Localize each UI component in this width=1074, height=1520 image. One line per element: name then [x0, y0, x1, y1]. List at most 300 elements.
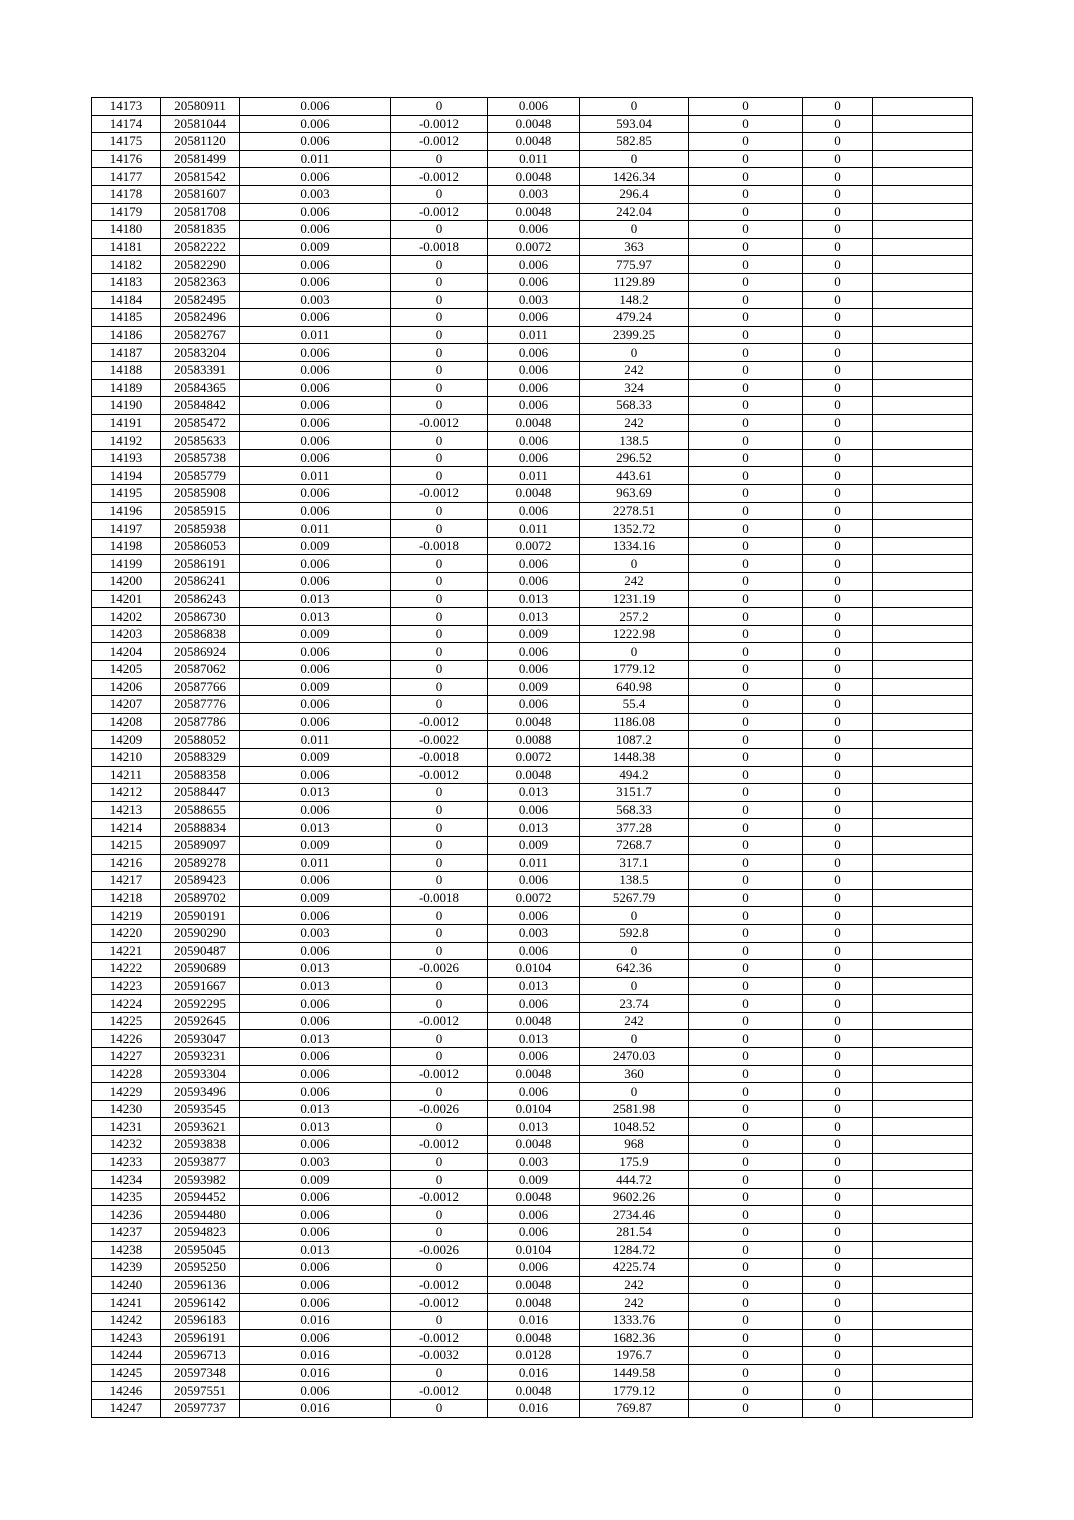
table-cell: 1334.16: [580, 537, 689, 555]
table-cell: 0.0048: [488, 1382, 580, 1400]
table-cell: 1682.36: [580, 1329, 689, 1347]
table-cell: 0.006: [488, 1259, 580, 1277]
table-row: [92, 573, 973, 591]
table-cell: 0.006: [240, 344, 391, 362]
table-cell: 0: [391, 1048, 488, 1066]
table-cell: 20596191: [161, 1329, 240, 1347]
table-cell: 0: [803, 520, 873, 538]
table-cell: 0.006: [240, 1065, 391, 1083]
table-cell: 0: [391, 801, 488, 819]
table-cell: 14203: [92, 625, 161, 643]
table-row: [92, 608, 973, 626]
table-cell: 0: [391, 643, 488, 661]
table-cell: 0: [803, 836, 873, 854]
table-cell: [873, 203, 973, 221]
table-cell: 0.013: [240, 1100, 391, 1118]
table-cell: 0: [803, 907, 873, 925]
table-cell: 14187: [92, 344, 161, 362]
table-cell: 360: [580, 1065, 689, 1083]
table-cell: 0: [803, 1083, 873, 1101]
table-cell: 0: [803, 1347, 873, 1365]
table-cell: 14239: [92, 1259, 161, 1277]
table-cell: 242: [580, 361, 689, 379]
table-cell: 0: [391, 397, 488, 415]
table-row: [92, 678, 973, 696]
table-cell: 0: [689, 203, 803, 221]
table-cell: 0.0048: [488, 1012, 580, 1030]
table-cell: 0: [689, 326, 803, 344]
table-row: [92, 168, 973, 186]
table-cell: 14210: [92, 748, 161, 766]
table-cell: 0: [391, 256, 488, 274]
table-cell: 0: [391, 1399, 488, 1417]
table-cell: 0.0048: [488, 168, 580, 186]
table-cell: 0: [803, 1241, 873, 1259]
table-cell: 0: [689, 573, 803, 591]
table-cell: 0.006: [240, 1382, 391, 1400]
table-cell: 14218: [92, 889, 161, 907]
table-cell: [873, 1224, 973, 1242]
table-cell: 0: [803, 854, 873, 872]
table-cell: 14226: [92, 1030, 161, 1048]
table-cell: 0: [689, 1276, 803, 1294]
table-row: [92, 432, 973, 450]
table-cell: [873, 995, 973, 1013]
table-cell: 0.006: [240, 1048, 391, 1066]
table-row: [92, 1065, 973, 1083]
table-cell: [873, 784, 973, 802]
table-cell: 20588358: [161, 766, 240, 784]
table-cell: 0: [689, 1347, 803, 1365]
table-cell: 0: [689, 766, 803, 784]
table-cell: 0: [689, 977, 803, 995]
table-cell: 0: [689, 960, 803, 978]
table-cell: [873, 1311, 973, 1329]
table-row: [92, 414, 973, 432]
table-cell: 14212: [92, 784, 161, 802]
table-cell: 0.006: [488, 907, 580, 925]
table-cell: 5267.79: [580, 889, 689, 907]
table-cell: 14231: [92, 1118, 161, 1136]
table-cell: 0.006: [488, 397, 580, 415]
table-cell: 0: [803, 1329, 873, 1347]
table-cell: 0: [803, 889, 873, 907]
table-cell: 0: [803, 326, 873, 344]
table-cell: 14230: [92, 1100, 161, 1118]
table-cell: 0.016: [240, 1399, 391, 1417]
table-cell: 0.006: [488, 344, 580, 362]
table-cell: 0: [803, 766, 873, 784]
table-cell: 20585472: [161, 414, 240, 432]
table-cell: 0.006: [240, 485, 391, 503]
table-row: [92, 643, 973, 661]
table-row: [92, 1171, 973, 1189]
table-cell: 0.006: [488, 801, 580, 819]
table-cell: [873, 731, 973, 749]
table-cell: -0.0032: [391, 1347, 488, 1365]
table-cell: 0: [580, 1083, 689, 1101]
table-row: [92, 1241, 973, 1259]
table-cell: 0: [391, 907, 488, 925]
table-cell: 14213: [92, 801, 161, 819]
table-row: [92, 889, 973, 907]
table-cell: 20585633: [161, 432, 240, 450]
table-cell: 0.006: [488, 502, 580, 520]
table-cell: 2278.51: [580, 502, 689, 520]
table-cell: 0.013: [240, 1118, 391, 1136]
table-cell: 0: [803, 133, 873, 151]
table-cell: -0.0012: [391, 1329, 488, 1347]
table-cell: 2399.25: [580, 326, 689, 344]
table-cell: 14227: [92, 1048, 161, 1066]
table-cell: 0.0048: [488, 1136, 580, 1154]
table-cell: 0: [803, 1259, 873, 1277]
table-cell: 0.011: [240, 326, 391, 344]
table-cell: 0.0072: [488, 238, 580, 256]
table-cell: 242: [580, 573, 689, 591]
table-cell: -0.0012: [391, 1065, 488, 1083]
table-cell: 14208: [92, 713, 161, 731]
table-cell: [873, 555, 973, 573]
table-cell: 0: [391, 696, 488, 714]
table-cell: 1352.72: [580, 520, 689, 538]
table-cell: 0.013: [240, 590, 391, 608]
table-cell: 0: [689, 1171, 803, 1189]
table-cell: 0.013: [240, 1241, 391, 1259]
table-cell: 20587776: [161, 696, 240, 714]
table-body: [92, 98, 973, 1418]
table-cell: 1448.38: [580, 748, 689, 766]
table-row: [92, 555, 973, 573]
table-cell: 0: [391, 1171, 488, 1189]
table-row: [92, 1048, 973, 1066]
table-cell: [873, 713, 973, 731]
table-cell: 0: [391, 185, 488, 203]
table-row: [92, 1012, 973, 1030]
table-cell: 0.013: [240, 960, 391, 978]
table-row: [92, 801, 973, 819]
table-cell: 0.006: [488, 643, 580, 661]
table-cell: 377.28: [580, 819, 689, 837]
table-cell: 0: [803, 661, 873, 679]
table-cell: 0: [689, 819, 803, 837]
table-cell: 0: [803, 1294, 873, 1312]
table-cell: 20590487: [161, 942, 240, 960]
table-cell: [873, 801, 973, 819]
table-cell: 0: [803, 537, 873, 555]
table-cell: 1129.89: [580, 273, 689, 291]
table-cell: 0.0048: [488, 1276, 580, 1294]
table-cell: 0: [391, 625, 488, 643]
table-cell: [873, 1136, 973, 1154]
table-cell: 138.5: [580, 872, 689, 890]
table-cell: [873, 661, 973, 679]
table-cell: -0.0012: [391, 713, 488, 731]
table-cell: 14209: [92, 731, 161, 749]
table-cell: 0.006: [488, 256, 580, 274]
table-cell: 20589097: [161, 836, 240, 854]
table-cell: 20582495: [161, 291, 240, 309]
table-cell: 281.54: [580, 1224, 689, 1242]
table-cell: 0: [803, 748, 873, 766]
table-row: [92, 379, 973, 397]
table-cell: 0.0048: [488, 1329, 580, 1347]
table-cell: 0: [803, 361, 873, 379]
table-cell: 0: [391, 150, 488, 168]
table-cell: 0: [391, 309, 488, 327]
table-cell: 0.006: [240, 414, 391, 432]
table-cell: 0.003: [488, 185, 580, 203]
table-cell: [873, 133, 973, 151]
table-row: [92, 502, 973, 520]
table-cell: [873, 643, 973, 661]
table-cell: [873, 185, 973, 203]
table-cell: 2470.03: [580, 1048, 689, 1066]
table-cell: 14182: [92, 256, 161, 274]
table-cell: [873, 1294, 973, 1312]
table-row: [92, 133, 973, 151]
table-cell: [873, 1153, 973, 1171]
table-cell: 0.011: [240, 854, 391, 872]
table-cell: 0.013: [488, 784, 580, 802]
table-cell: 20590689: [161, 960, 240, 978]
table-cell: 0.006: [488, 432, 580, 450]
table-cell: 0: [803, 150, 873, 168]
table-cell: 0: [391, 1364, 488, 1382]
table-cell: 20597348: [161, 1364, 240, 1382]
table-cell: 14176: [92, 150, 161, 168]
table-cell: 0.0104: [488, 1241, 580, 1259]
table-cell: 14235: [92, 1188, 161, 1206]
table-cell: 0: [803, 115, 873, 133]
table-cell: 0.006: [240, 449, 391, 467]
table-row: [92, 836, 973, 854]
table-cell: 20581120: [161, 133, 240, 151]
table-cell: -0.0018: [391, 889, 488, 907]
table-cell: [873, 273, 973, 291]
table-cell: 20586730: [161, 608, 240, 626]
table-cell: 0: [391, 872, 488, 890]
table-cell: -0.0012: [391, 1136, 488, 1154]
table-cell: 0.011: [240, 520, 391, 538]
table-cell: 20581835: [161, 221, 240, 239]
table-cell: 0: [391, 326, 488, 344]
table-cell: 0.006: [240, 713, 391, 731]
table-cell: 242: [580, 1012, 689, 1030]
table-cell: 1426.34: [580, 168, 689, 186]
table-cell: [873, 1399, 973, 1417]
table-cell: -0.0012: [391, 115, 488, 133]
table-cell: 0: [689, 801, 803, 819]
table-cell: 20594823: [161, 1224, 240, 1242]
table-cell: 0: [391, 273, 488, 291]
table-cell: 0: [689, 449, 803, 467]
table-cell: 0.006: [240, 273, 391, 291]
table-cell: 1976.7: [580, 1347, 689, 1365]
table-cell: 0: [689, 133, 803, 151]
table-row: [92, 661, 973, 679]
table-cell: 0: [689, 643, 803, 661]
table-cell: 0: [689, 696, 803, 714]
table-cell: 20588655: [161, 801, 240, 819]
table-cell: 592.8: [580, 924, 689, 942]
table-cell: 0: [803, 1136, 873, 1154]
table-cell: 0: [689, 379, 803, 397]
table-cell: 0: [391, 836, 488, 854]
table-cell: 0.0048: [488, 1188, 580, 1206]
table-cell: 0: [689, 467, 803, 485]
table-cell: [873, 1100, 973, 1118]
table-cell: -0.0012: [391, 133, 488, 151]
table-cell: 0: [803, 573, 873, 591]
table-cell: 14185: [92, 309, 161, 327]
table-cell: 0.006: [240, 555, 391, 573]
table-cell: 0.009: [488, 836, 580, 854]
table-cell: -0.0022: [391, 731, 488, 749]
table-cell: 0.003: [488, 291, 580, 309]
table-cell: 0.006: [488, 555, 580, 573]
table-cell: 0: [689, 555, 803, 573]
table-cell: 20596136: [161, 1276, 240, 1294]
table-cell: [873, 1065, 973, 1083]
table-cell: 14228: [92, 1065, 161, 1083]
table-cell: [873, 819, 973, 837]
table-cell: 0: [803, 942, 873, 960]
table-cell: 0.006: [488, 573, 580, 591]
table-cell: 0: [391, 344, 488, 362]
table-cell: 0: [580, 221, 689, 239]
table-cell: 0: [689, 678, 803, 696]
table-cell: 0: [803, 1100, 873, 1118]
table-cell: 0: [391, 1224, 488, 1242]
table-cell: 0.016: [488, 1399, 580, 1417]
table-cell: 20581499: [161, 150, 240, 168]
table-row: [92, 1100, 973, 1118]
table-row: [92, 221, 973, 239]
table-cell: [873, 256, 973, 274]
table-cell: 0.016: [488, 1364, 580, 1382]
table-cell: 138.5: [580, 432, 689, 450]
table-cell: 14178: [92, 185, 161, 203]
table-cell: 20594452: [161, 1188, 240, 1206]
table-row: [92, 344, 973, 362]
table-cell: 0.009: [488, 1171, 580, 1189]
table-cell: 363: [580, 238, 689, 256]
table-row: [92, 1188, 973, 1206]
table-cell: 0: [689, 942, 803, 960]
table-cell: 14236: [92, 1206, 161, 1224]
table-cell: 0.0048: [488, 203, 580, 221]
table-cell: 14196: [92, 502, 161, 520]
table-cell: 0: [391, 432, 488, 450]
table-cell: 0.011: [488, 520, 580, 538]
table-cell: [873, 485, 973, 503]
table-cell: [873, 924, 973, 942]
table-cell: 20585779: [161, 467, 240, 485]
table-cell: 0.013: [240, 608, 391, 626]
table-cell: 2734.46: [580, 1206, 689, 1224]
table-cell: 0: [689, 1100, 803, 1118]
table-cell: 14217: [92, 872, 161, 890]
table-cell: -0.0012: [391, 1012, 488, 1030]
table-cell: -0.0026: [391, 960, 488, 978]
table-cell: 0: [580, 977, 689, 995]
table-cell: 0: [689, 485, 803, 503]
table-cell: 0.009: [240, 625, 391, 643]
table-cell: [873, 1012, 973, 1030]
table-row: [92, 1224, 973, 1242]
table-row: [92, 713, 973, 731]
table-cell: 0.006: [240, 1083, 391, 1101]
table-cell: [873, 1276, 973, 1294]
table-cell: 14183: [92, 273, 161, 291]
table-cell: 0.006: [488, 872, 580, 890]
table-cell: 0: [803, 1311, 873, 1329]
table-cell: [873, 379, 973, 397]
table-cell: 20584365: [161, 379, 240, 397]
table-cell: 0.006: [240, 309, 391, 327]
table-cell: 20587766: [161, 678, 240, 696]
table-cell: 0.006: [240, 1224, 391, 1242]
table-cell: 14189: [92, 379, 161, 397]
table-cell: 0.006: [488, 661, 580, 679]
table-cell: 14200: [92, 573, 161, 591]
table-cell: 0: [689, 150, 803, 168]
table-cell: 0: [580, 907, 689, 925]
table-cell: 0: [689, 1065, 803, 1083]
table-cell: 0.006: [488, 696, 580, 714]
table-cell: 0: [580, 150, 689, 168]
table-cell: 0.009: [240, 889, 391, 907]
table-cell: 20595045: [161, 1241, 240, 1259]
table-cell: [873, 520, 973, 538]
table-cell: -0.0012: [391, 485, 488, 503]
table-cell: 20582290: [161, 256, 240, 274]
table-cell: 0.003: [240, 291, 391, 309]
table-cell: 0: [803, 449, 873, 467]
table-cell: 0: [689, 1153, 803, 1171]
table-cell: 0.0128: [488, 1347, 580, 1365]
table-cell: 242: [580, 414, 689, 432]
table-cell: 14216: [92, 854, 161, 872]
table-cell: 0: [803, 960, 873, 978]
table-cell: 0.011: [488, 467, 580, 485]
table-cell: 20593545: [161, 1100, 240, 1118]
table-cell: [873, 537, 973, 555]
table-cell: 568.33: [580, 801, 689, 819]
table-cell: 0.006: [240, 801, 391, 819]
table-cell: 14221: [92, 942, 161, 960]
table-cell: 20590290: [161, 924, 240, 942]
table-row: [92, 309, 973, 327]
table-cell: 640.98: [580, 678, 689, 696]
table-cell: 0.016: [240, 1311, 391, 1329]
table-cell: 0: [689, 907, 803, 925]
table-cell: 14241: [92, 1294, 161, 1312]
table-cell: 1087.2: [580, 731, 689, 749]
table-cell: 14188: [92, 361, 161, 379]
table-cell: 0: [391, 291, 488, 309]
table-cell: 0.006: [488, 273, 580, 291]
table-cell: 0: [689, 273, 803, 291]
table-cell: 0: [689, 432, 803, 450]
table-cell: 14190: [92, 397, 161, 415]
table-cell: 0: [391, 1118, 488, 1136]
table-cell: 0.006: [488, 942, 580, 960]
table-cell: 0: [689, 537, 803, 555]
table-cell: 0.009: [240, 748, 391, 766]
table-cell: 20586924: [161, 643, 240, 661]
